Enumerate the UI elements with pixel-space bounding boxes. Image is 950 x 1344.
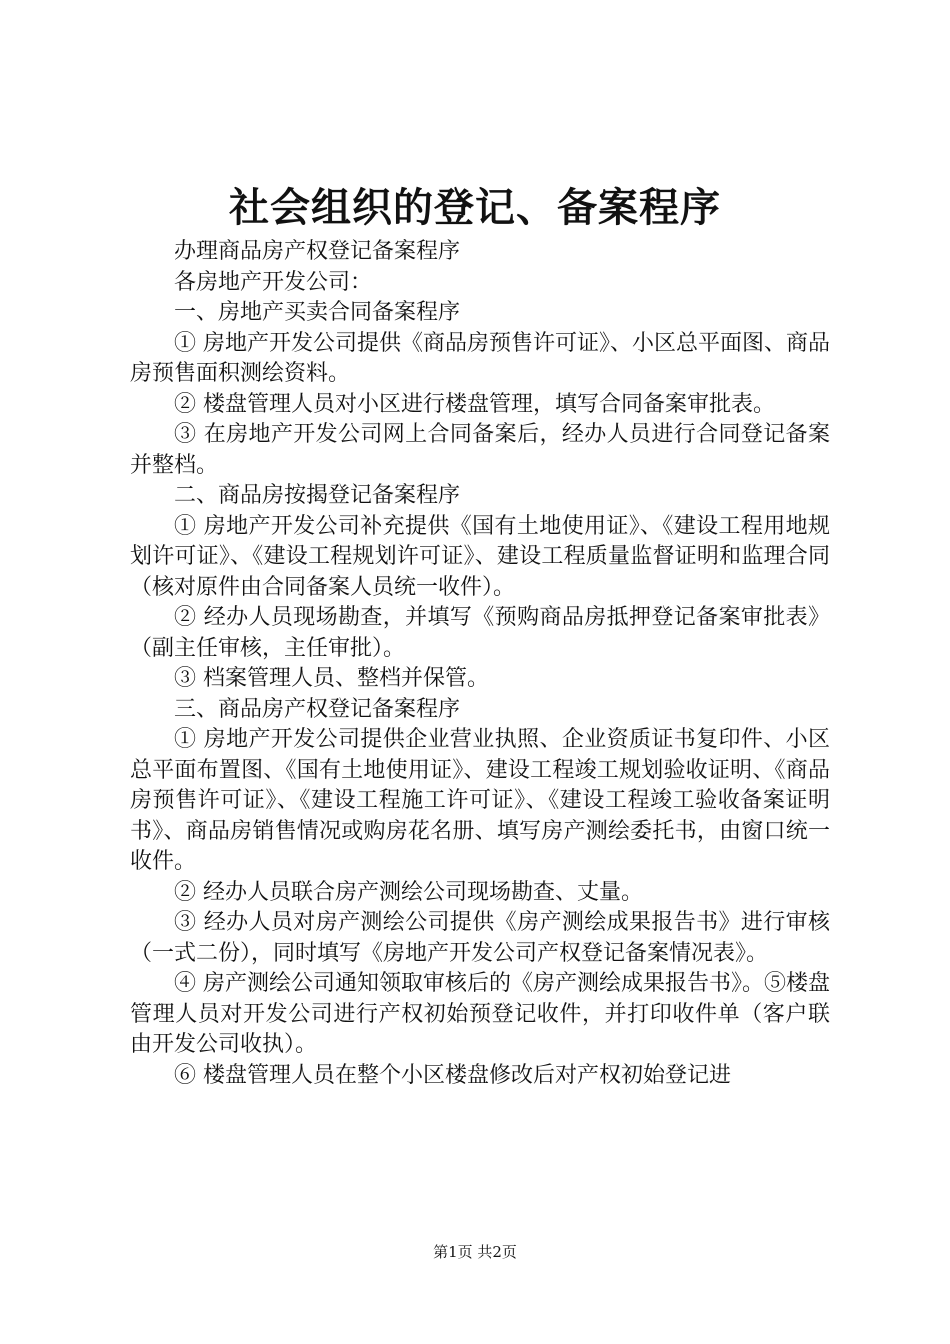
page-footer: 第1页 共2页 [433, 1243, 517, 1261]
document-body [130, 237, 830, 1091]
paragraph: ① 房地产开发公司提供《商品房预售许可证》、小区总平面图、商品房预售面积测绘资料。 [130, 330, 830, 386]
paragraph: ④ 房产测绘公司通知领取审核后的《房产测绘成果报告书》。⑤楼盘管理人员对开发公司进行产权初始预登记收件，并打印收件单（客户联由开发公司收执）。 [130, 971, 830, 1057]
paragraph: ③ 经办人员对房产测绘公司提供《房产测绘成果报告书》进行审核（一式二份），同时填写《房地产开发公司产权登记备案情况表》。 [130, 910, 830, 966]
paragraph: ③ 档案管理人员、整档并保管。 [174, 666, 489, 691]
paragraph: 各房地产开发公司： [174, 269, 373, 295]
paragraph: ② 楼盘管理人员对小区进行楼盘管理，填写合同备案审批表。 [174, 391, 775, 417]
paragraph: ② 经办人员联合房产测绘公司现场勘查、丈量。 [174, 879, 643, 905]
section-heading: 三、商品房产权登记备案程序 [174, 696, 461, 722]
paragraph: ① 房地产开发公司提供企业营业执照、企业资质证书复印件、小区总平面布置图、《国有土地使用证》、建设工程竣工规划验收证明、《商品房预售许可证》、《建设工程施工许可证》、《建设工程竣工验收备案证明书》、商品房销售情况或购房花名册、填写房产测绘委托书，由窗口统一收件。 [130, 727, 830, 874]
document-title: 社会组织的登记、备案程序 [229, 184, 721, 231]
paragraph: ③ 在房地产开发公司网上合同备案后，经办人员进行合同登记备案并整档。 [130, 422, 830, 478]
paragraph: ① 房地产开发公司补充提供《国有土地使用证》、《建设工程用地规划许可证》、《建设工程规划许可证》、建设工程质量监督证明和监理合同（核对原件由合同备案人员统一收件）。 [130, 513, 830, 600]
paragraph: ⑥ 楼盘管理人员在整个小区楼盘修改后对产权初始登记进 [174, 1062, 731, 1088]
paragraph: 办理商品房产权登记备案程序 [174, 239, 461, 264]
section-heading: 二、商品房按揭登记备案程序 [174, 483, 461, 508]
section-heading: 一、房地产买卖合同备案程序 [174, 300, 461, 325]
paragraph: ② 经办人员现场勘查，并填写《预购商品房抵押登记备案审批表》（副主任审核，主任审批）。 [130, 605, 830, 661]
